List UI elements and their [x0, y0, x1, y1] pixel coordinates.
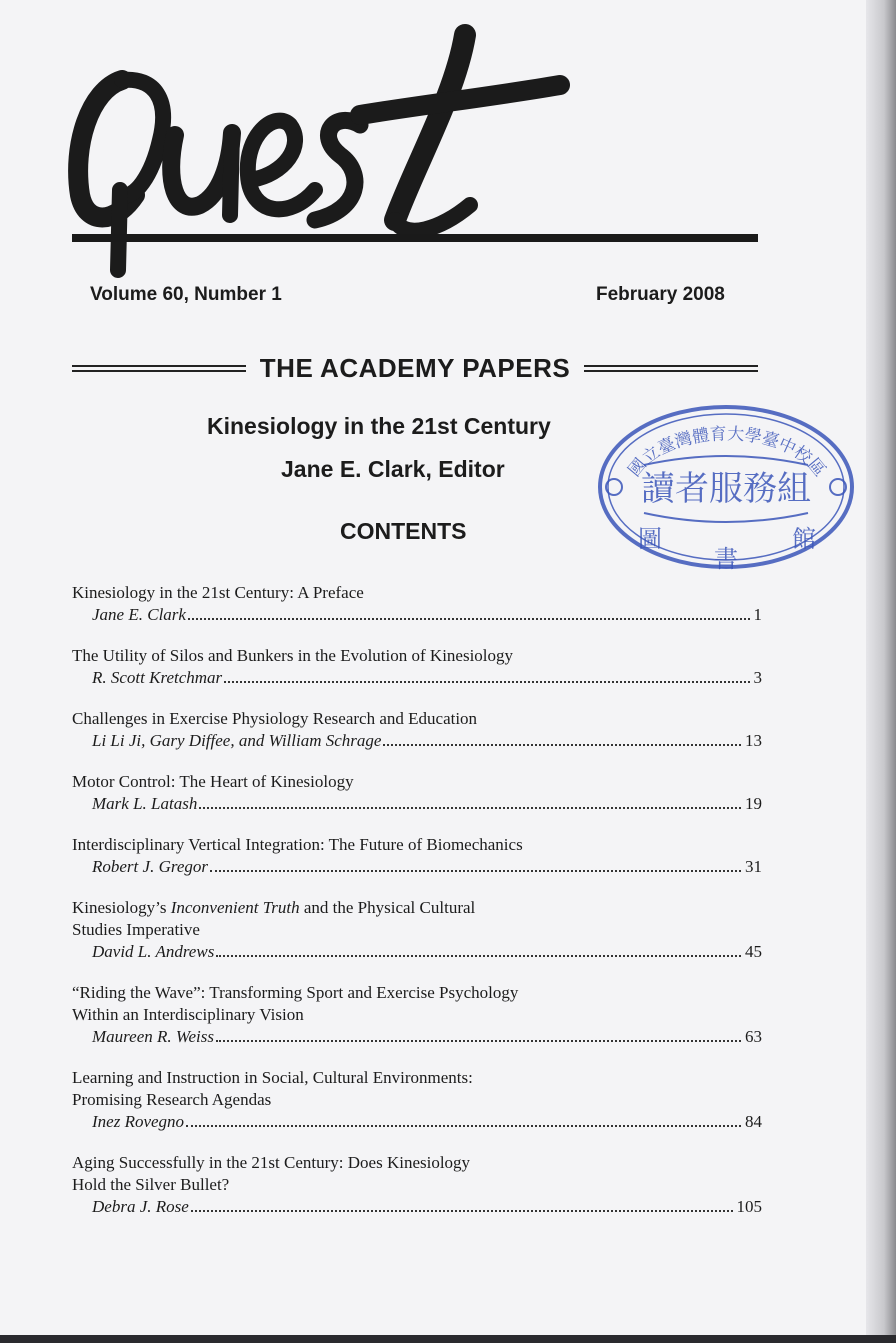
stamp-char-2: 書 [714, 545, 738, 573]
toc-entry-page: 31 [745, 857, 762, 876]
toc-entry-author: Inez Rovegno [92, 1112, 185, 1131]
toc-entry-page: 3 [753, 668, 762, 687]
toc-entry-title-line2: Hold the Silver Bullet? [72, 1175, 230, 1194]
dot-leader [188, 617, 750, 620]
toc-author-line [72, 793, 762, 815]
toc-entry [72, 982, 762, 1048]
dot-leader [210, 869, 741, 872]
library-stamp [592, 395, 860, 580]
dot-leader [216, 1039, 741, 1042]
toc-entry [72, 708, 762, 752]
bottom-edge [0, 1335, 896, 1343]
toc-entry-title: Motor Control: The Heart of Kinesiology [72, 772, 354, 791]
toc-entry [72, 645, 762, 689]
toc-entry-title-line2: Within an Interdisciplinary Vision [72, 1005, 304, 1024]
toc-author-line [72, 941, 762, 963]
stamp-center-text: 讀者服務組 [641, 469, 811, 509]
dot-leader [224, 680, 749, 683]
toc-entry-title: Learning and Instruction in Social, Cultural Environments: [72, 1068, 473, 1087]
toc-entry-author: Mark L. Latash [92, 794, 198, 813]
toc-entry-author: David L. Andrews [92, 942, 215, 961]
toc-entry-page: 105 [736, 1197, 762, 1216]
stamp-char-1: 圖 [638, 525, 662, 553]
toc-entry [72, 582, 762, 626]
toc-entry-author: Maureen R. Weiss [92, 1027, 214, 1046]
toc-entry-author: Robert J. Gregor [92, 857, 208, 876]
toc-entry-title: “Riding the Wave”: Transforming Sport and Exercise Psychology [72, 983, 519, 1002]
section-banner [72, 348, 758, 388]
contents-heading: CONTENTS [340, 518, 467, 544]
toc-author-line [72, 1196, 762, 1218]
toc-entry [72, 897, 762, 963]
dot-leader [191, 1209, 733, 1212]
page-edge [866, 0, 896, 1343]
toc-entry-page: 84 [745, 1112, 762, 1131]
toc-entry-page: 1 [753, 605, 762, 624]
toc-author-line [72, 730, 762, 752]
toc-entry-author: Jane E. Clark [92, 605, 186, 624]
dot-leader [186, 1124, 741, 1127]
editor-credit: Jane E. Clark, Editor [281, 456, 505, 482]
right-double-rule [584, 365, 758, 372]
toc-entry [72, 834, 762, 878]
toc-entry-author: Li Li Ji, Gary Diffee, and William Schrage [92, 731, 382, 750]
toc-entry-title [72, 897, 762, 919]
masthead-rule [72, 234, 758, 242]
toc-entry-page: 63 [745, 1027, 762, 1046]
volume-number: Volume 60, Number 1 [90, 284, 282, 305]
toc-title-part: Kinesiology’s [72, 898, 171, 917]
toc-entry [72, 1152, 762, 1218]
table-of-contents [72, 582, 762, 1237]
stamp-char-3: 館 [792, 525, 816, 553]
toc-author-line [72, 604, 762, 626]
toc-entry-author: Debra J. Rose [92, 1197, 189, 1216]
toc-author-line [72, 667, 762, 689]
stamp-top-text: 國立臺灣體育大學臺中校區 [624, 424, 830, 481]
toc-entry-title-line2: Promising Research Agendas [72, 1090, 272, 1109]
toc-title-part: and the Physical Cultural [299, 898, 476, 917]
issue-date: February 2008 [596, 284, 725, 305]
toc-entry-page: 19 [745, 794, 762, 813]
dot-leader [383, 743, 741, 746]
toc-entry-title: Aging Successfully in the 21st Century: Does Kinesiology [72, 1153, 471, 1172]
dot-leader [199, 806, 741, 809]
toc-entry-page: 45 [745, 942, 762, 961]
toc-entry-title: Interdisciplinary Vertical Integration: The Future of Biomechanics [72, 835, 523, 854]
toc-author-line [72, 1026, 762, 1048]
dot-leader [216, 954, 741, 957]
left-double-rule [72, 365, 246, 372]
toc-entry-page: 13 [745, 731, 762, 750]
issue-title: Kinesiology in the 21st Century [207, 413, 551, 439]
toc-author-line [72, 856, 762, 878]
toc-entry [72, 1067, 762, 1133]
toc-entry-title: Kinesiology in the 21st Century: A Preface [72, 583, 364, 602]
toc-entry-title: Challenges in Exercise Physiology Research and Education [72, 709, 478, 728]
toc-entry-title-line2: Studies Imperative [72, 920, 200, 939]
toc-entry [72, 771, 762, 815]
toc-title-italic: Inconvenient Truth [170, 898, 300, 917]
toc-entry-author: R. Scott Kretchmar [92, 668, 223, 687]
section-title: THE ACADEMY PAPERS [259, 352, 571, 383]
toc-author-line [72, 1111, 762, 1133]
toc-entry-title: The Utility of Silos and Bunkers in the Evolution of Kinesiology [72, 646, 514, 665]
